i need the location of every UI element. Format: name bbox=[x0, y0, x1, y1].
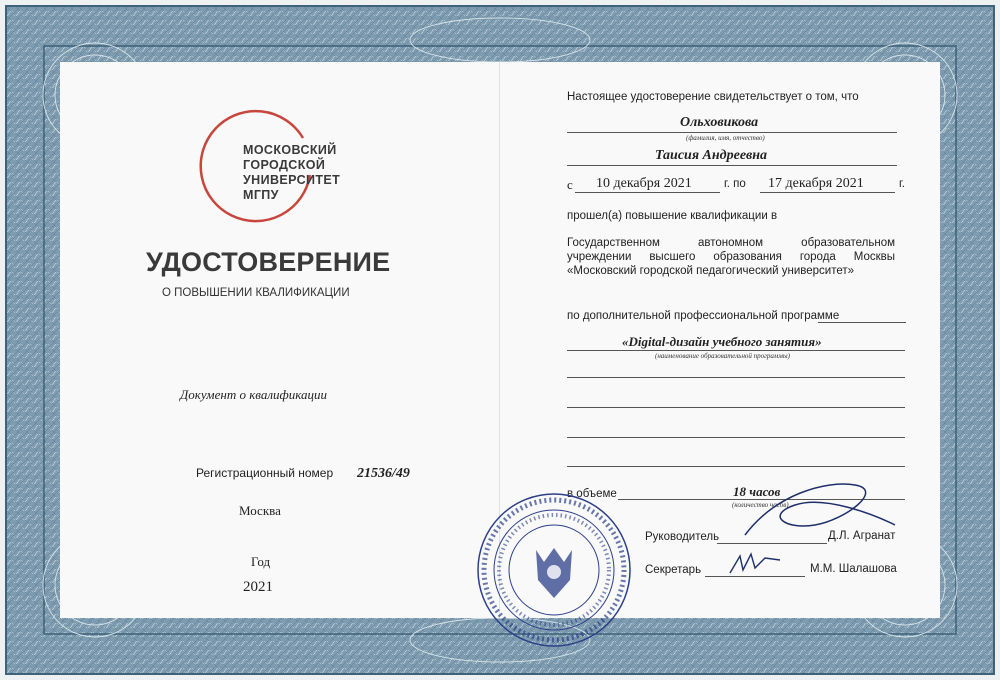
program-name: «Digital-дизайн учебного занятия» bbox=[622, 334, 822, 349]
underline bbox=[575, 192, 720, 193]
city: Москва bbox=[239, 503, 281, 518]
institution-line: Государственном автономном образовательном bbox=[567, 237, 895, 249]
passed-text: прошел(а) повышение квалификации в bbox=[567, 210, 778, 222]
year-suffix: г. по bbox=[724, 178, 746, 190]
institution-line: учреждении высшего образования города Москвы bbox=[567, 251, 895, 263]
holder-surname: Ольховикова bbox=[680, 115, 759, 130]
university-logo-text bbox=[243, 143, 340, 203]
certificate-subtitle: О ПОВЫШЕНИИ КВАЛИФИКАЦИИ bbox=[162, 287, 350, 299]
program-caption: (наименование образовательной программы) bbox=[655, 352, 790, 360]
underline bbox=[567, 350, 905, 351]
underline bbox=[567, 466, 905, 467]
official-stamp-icon bbox=[474, 490, 634, 650]
underline bbox=[760, 192, 895, 193]
logo-line: МОСКОВСКИЙ bbox=[243, 143, 337, 157]
underline bbox=[567, 407, 905, 408]
registration-number-label: Регистрационный номер bbox=[196, 466, 334, 480]
underline bbox=[567, 132, 897, 133]
underline bbox=[567, 165, 897, 166]
secretary-name: М.М. Шалашова bbox=[810, 563, 897, 575]
logo-line: ГОРОДСКОЙ bbox=[243, 158, 326, 172]
head-label: Руководитель bbox=[645, 531, 720, 543]
intro-text: Настоящее удостоверение свидетельствует о том, что bbox=[567, 91, 859, 103]
fio-caption: (фамилия, имя, отчество) bbox=[686, 134, 765, 142]
year-label: Год bbox=[251, 554, 271, 569]
head-signature-icon bbox=[735, 475, 905, 555]
volume-label: в объеме bbox=[567, 488, 617, 500]
date-from-prefix: с bbox=[567, 177, 573, 192]
hours: 18 часов bbox=[733, 484, 781, 499]
logo-line: УНИВЕРСИТЕТ bbox=[243, 173, 341, 187]
certificate-title: УДОСТОВЕРЕНИЕ bbox=[146, 247, 391, 277]
program-label: по дополнительной профессиональной программе bbox=[567, 310, 840, 322]
underline bbox=[818, 322, 906, 323]
document-kind: Документ о квалификации bbox=[180, 387, 327, 402]
registration-number: 21536/49 bbox=[357, 466, 410, 481]
head-name: Д.Л. Агранат bbox=[828, 530, 896, 542]
year: 2021 bbox=[243, 579, 273, 595]
hours-caption: (количество часов) bbox=[732, 501, 789, 509]
underline bbox=[567, 377, 905, 378]
date-to: 17 декабря 2021 bbox=[768, 176, 864, 191]
date-from: 10 декабря 2021 bbox=[596, 176, 692, 191]
secretary-signature-icon bbox=[725, 548, 785, 578]
underline bbox=[567, 437, 905, 438]
logo-line: МГПУ bbox=[243, 188, 279, 202]
institution-name bbox=[567, 236, 895, 278]
year-suffix: г. bbox=[899, 178, 905, 190]
institution-line: «Московский городской педагогический университет» bbox=[567, 265, 855, 277]
secretary-label: Секретарь bbox=[645, 564, 702, 576]
holder-name: Таисия Андреевна bbox=[655, 148, 768, 163]
